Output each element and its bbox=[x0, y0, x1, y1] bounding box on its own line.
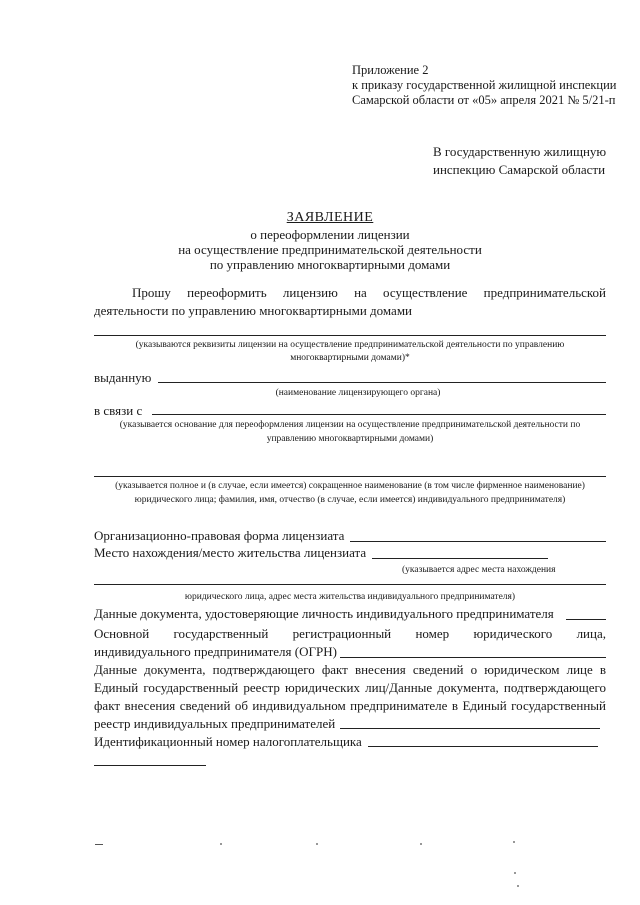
hint-issuer: (наименование лицензирующего органа) bbox=[275, 388, 441, 398]
request-text-line-2: деятельности по управлению многоквартирными домами bbox=[94, 303, 412, 318]
scan-artifact bbox=[514, 872, 516, 874]
id-document-label: Данные документа, удостоверяющие личность индивидуального предпринимателя bbox=[94, 606, 554, 621]
hint-reason-1: (указывается основание для переоформления лицензии на осуществление предпринимательской деятельности по bbox=[119, 420, 581, 430]
heading-line-3: по управлению многоквартирными домами bbox=[209, 257, 451, 272]
location-field-line-2 bbox=[94, 584, 606, 585]
ogrn-line-1: Основной государственный регистрационный номер юридического лица, bbox=[94, 626, 606, 641]
appendix-line-3: Самарской области от «05» апреля 2021 № 5/21-п bbox=[352, 93, 616, 107]
hint-license-1: (указываются реквизиты лицензии на осуществление предпринимательской деятельности по управлению bbox=[135, 340, 565, 350]
location-field-line bbox=[372, 558, 548, 559]
issuer-field-line bbox=[158, 382, 606, 383]
inn-label: Идентификационный номер налогоплательщика bbox=[94, 734, 362, 749]
egr-field-line bbox=[340, 728, 600, 729]
addressee-line-1: В государственную жилищную bbox=[433, 144, 607, 159]
document-title: ЗАЯВЛЕНИЕ bbox=[286, 210, 374, 225]
scan-artifact bbox=[513, 841, 515, 843]
license-requisites-field-line bbox=[94, 335, 606, 336]
heading-line-1: о переоформлении лицензии bbox=[250, 227, 410, 242]
appendix-line-1: Приложение 2 bbox=[352, 63, 429, 77]
egr-line-3: факт внесения сведений об индивидуальном предпринимателе в Единый государственный bbox=[94, 698, 606, 713]
hint-name-1: (указывается полное и (в случае, если имеется) сокращенное наименование (в том числе фирменное наименование) bbox=[115, 481, 585, 491]
issued-label: выданную bbox=[94, 370, 152, 385]
scan-artifact bbox=[517, 885, 519, 887]
ogrn-line-2: индивидуального предпринимателя (ОГРН) bbox=[94, 644, 337, 659]
org-form-field-line bbox=[350, 541, 606, 542]
heading-line-2: на осуществление предпринимательской деятельности bbox=[178, 242, 482, 257]
org-form-label: Организационно-правовая форма лицензиата bbox=[94, 528, 345, 543]
egr-line-2: Единый государственный реестр юридических лиц/Данные документа, подтверждающего bbox=[94, 680, 606, 695]
egr-line-1: Данные документа, подтверждающего факт внесения сведений о юридическом лице в bbox=[94, 662, 606, 677]
hint-license-2: многоквартирными домами)* bbox=[290, 353, 410, 363]
hint-location-2: юридического лица, адрес места жительства индивидуального предпринимателя) bbox=[184, 592, 516, 602]
inn-field-line bbox=[368, 746, 598, 747]
hint-reason-2: управлению многоквартирными домами) bbox=[266, 434, 434, 444]
addressee-line-2: инспекцию Самарской области bbox=[433, 162, 606, 177]
ogrn-field-line bbox=[340, 657, 606, 658]
request-text-line-1: Прошу переоформить лицензию на осуществление предпринимательской bbox=[132, 285, 606, 300]
reason-field-line bbox=[152, 414, 606, 415]
scan-artifact bbox=[220, 843, 222, 845]
egr-line-4: реестр индивидуальных предпринимателей bbox=[94, 716, 336, 731]
scan-artifact bbox=[420, 843, 422, 845]
licensee-name-field-line bbox=[94, 476, 606, 477]
id-document-field-line bbox=[566, 619, 606, 620]
scan-artifact bbox=[316, 843, 318, 845]
scan-artifact bbox=[95, 844, 103, 845]
hint-name-2: юридического лица; фамилия, имя, отчество (в случае, если имеется) индивидуального предпринимателя) bbox=[134, 495, 566, 505]
hint-location-1: (указывается адрес места нахождения bbox=[402, 565, 556, 575]
footnote-separator bbox=[94, 765, 206, 766]
location-label: Место нахождения/место жительства лицензиата bbox=[94, 545, 367, 560]
reason-label: в связи с bbox=[94, 403, 143, 418]
appendix-line-2: к приказу государственной жилищной инспекции bbox=[352, 78, 617, 92]
